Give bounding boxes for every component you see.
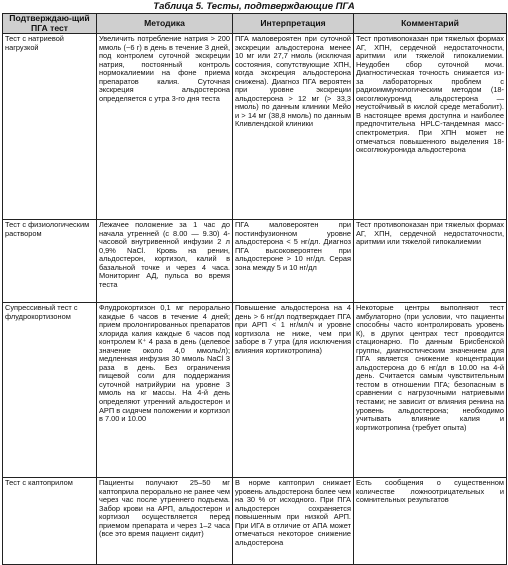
- header-method: Методика: [97, 14, 233, 34]
- cell-method: Флудрокортизон 0,1 мг перорально каждые 6 часов в течение 4 дней; прием пролонгированных препаратов хлорида калия каждые 6 часов под контролем К⁺ 4 раза в день (целевое значение около 4,0 ммоль/л); медленная инфузия 30 ммоль NaCl 3 раза в день. Без ограничения пищевой соли для поддержания суточной натрийурии на уровне 3 ммоль на кг массы. На 4-й день определяют утренний альдостерон и АРП в сидячем положении и кортизол в 7.00 и 10.00: [97, 303, 233, 478]
- header-interpretation: Интерпретация: [233, 14, 354, 34]
- table-row: [3, 303, 507, 478]
- table-row: [3, 478, 507, 565]
- cell-method: Пациенты получают 25–50 мг каптоприла перорально не ранее чем через час после утреннего подъема. Забор крови на АРП, альдостерон и кортизол осуществляется перед приемом препарата и через 1–2 часа (все это время пациент сидит): [97, 478, 233, 565]
- cell-test: Супрессивный тест с флудрокортизоном: [3, 303, 97, 478]
- cell-method: Лежачее положение за 1 час до начала утренней (с 8.00 — 9.30) 4-часовой внутривенной инфузии 2 л 0,9% NaCl. Кровь на ренин, альдостерон, кортизол, калий в базальной точке и через 4 часа. Мониторинг АД, пульса во время теста: [97, 220, 233, 303]
- cell-test: Тест с физиологическим раствором: [3, 220, 97, 303]
- cell-interpretation: ПГА маловероятен при суточной экскреции альдостерона менее 10 мг или 27,7 нмоль (исключая состояния, сопутствующие ХПН, когда экскреция альдостерона снижена). Диагноз ПГА вероятен при уровне экскреции альдостерона > 12 мг (> 33,3 нмоль) по данным клиники Мейо и > 14 мг (38,8 нмоль) по данным Кливлендской клиники: [233, 34, 354, 220]
- confirmatory-tests-table: [2, 13, 507, 565]
- header-test: Подтверждаю-щий ПГА тест: [3, 14, 97, 34]
- cell-comment: Некоторые центры выполняют тест амбулаторно (при условии, что пациенты способны часто контролировать уровень К), в других центрах тест проводится стационарно. По данным Брисбенской группы, диагностическим значением для ПГА является снижение концентрации альдостерона до 6 нг/дл в 10.00 на 4-й день. Считается самым чувствительным тестом в отношении ПГА; безопасным в сравнении с нагрузочными натриевыми тестами; не зависит от влияния ренина на уровень альдостерона; необходимо учитывать влияние калия и кортикотропина (требует опыта): [354, 303, 507, 478]
- cell-interpretation: ПГА маловероятен при постинфузионном уровне альдостерона < 5 нг/дл. Диагноз ПГА высоковероятен при альдостероне > 10 нг/дл. Серая зона между 5 и 10 нг/дл: [233, 220, 354, 303]
- table-row: [3, 34, 507, 220]
- table-row: [3, 220, 507, 303]
- cell-comment: Тест противопоказан при тяжелых формах АГ, ХПН, сердечной недостаточности, аритмии или тяжелой гипокалиемии. Неудобен сбор суточной мочи. Диагностическая точность снижается из-за лабораторных проблем с радиоиммунологическим методом (18-оксоглюкуронид альдостерона — неустойчивый в кислой среде метаболит). В настоящее время доступна и наиболее предпочтительна HPLC-тандемная масс-спектрометрия. При ХПН может не отмечаться повышенного выделения 18-оксоглюкуронида альдостерона: [354, 34, 507, 220]
- cell-interpretation: Повышение альдостерона на 4 день > 6 нг/дл подтверждает ПГА при АРП < 1 нг/мл/ч и уровне кортизола не ниже, чем при заборе в 7 утра (для исключения влияния кортикотропина): [233, 303, 354, 478]
- cell-test: Тест с каптоприлом: [3, 478, 97, 565]
- header-comment: Комментарий: [354, 14, 507, 34]
- cell-interpretation: В норме каптоприл снижает уровень альдостерона более чем на 30 % от исходного. При ПГА альдостерон сохраняется повышенным при низкой АРП. При ИГА в отличие от АПА может отмечаться некоторое снижение альдостерона: [233, 478, 354, 565]
- table-header-row: [3, 14, 507, 34]
- cell-comment: Есть сообщения о существенном количестве ложноотрицательных и сомнительных результатов: [354, 478, 507, 565]
- cell-test: Тест с натриевой нагрузкой: [3, 34, 97, 220]
- cell-method: Увеличить потребление натрия > 200 ммоль (~6 г) в день в течение 3 дней, под контролем суточной экскреции натрия, постоянный контроль нормокалиемии на фоне приема препаратов калия. Суточная экскреция альдостерона определяется с утра 3-го дня теста: [97, 34, 233, 220]
- table-caption: Таблица 5. Тесты, подтверждающие ПГА: [153, 1, 355, 12]
- cell-comment: Тест противопоказан при тяжелых формах АГ, ХПН, сердечной недостаточности, аритмии или тяжелой гипокалиемии: [354, 220, 507, 303]
